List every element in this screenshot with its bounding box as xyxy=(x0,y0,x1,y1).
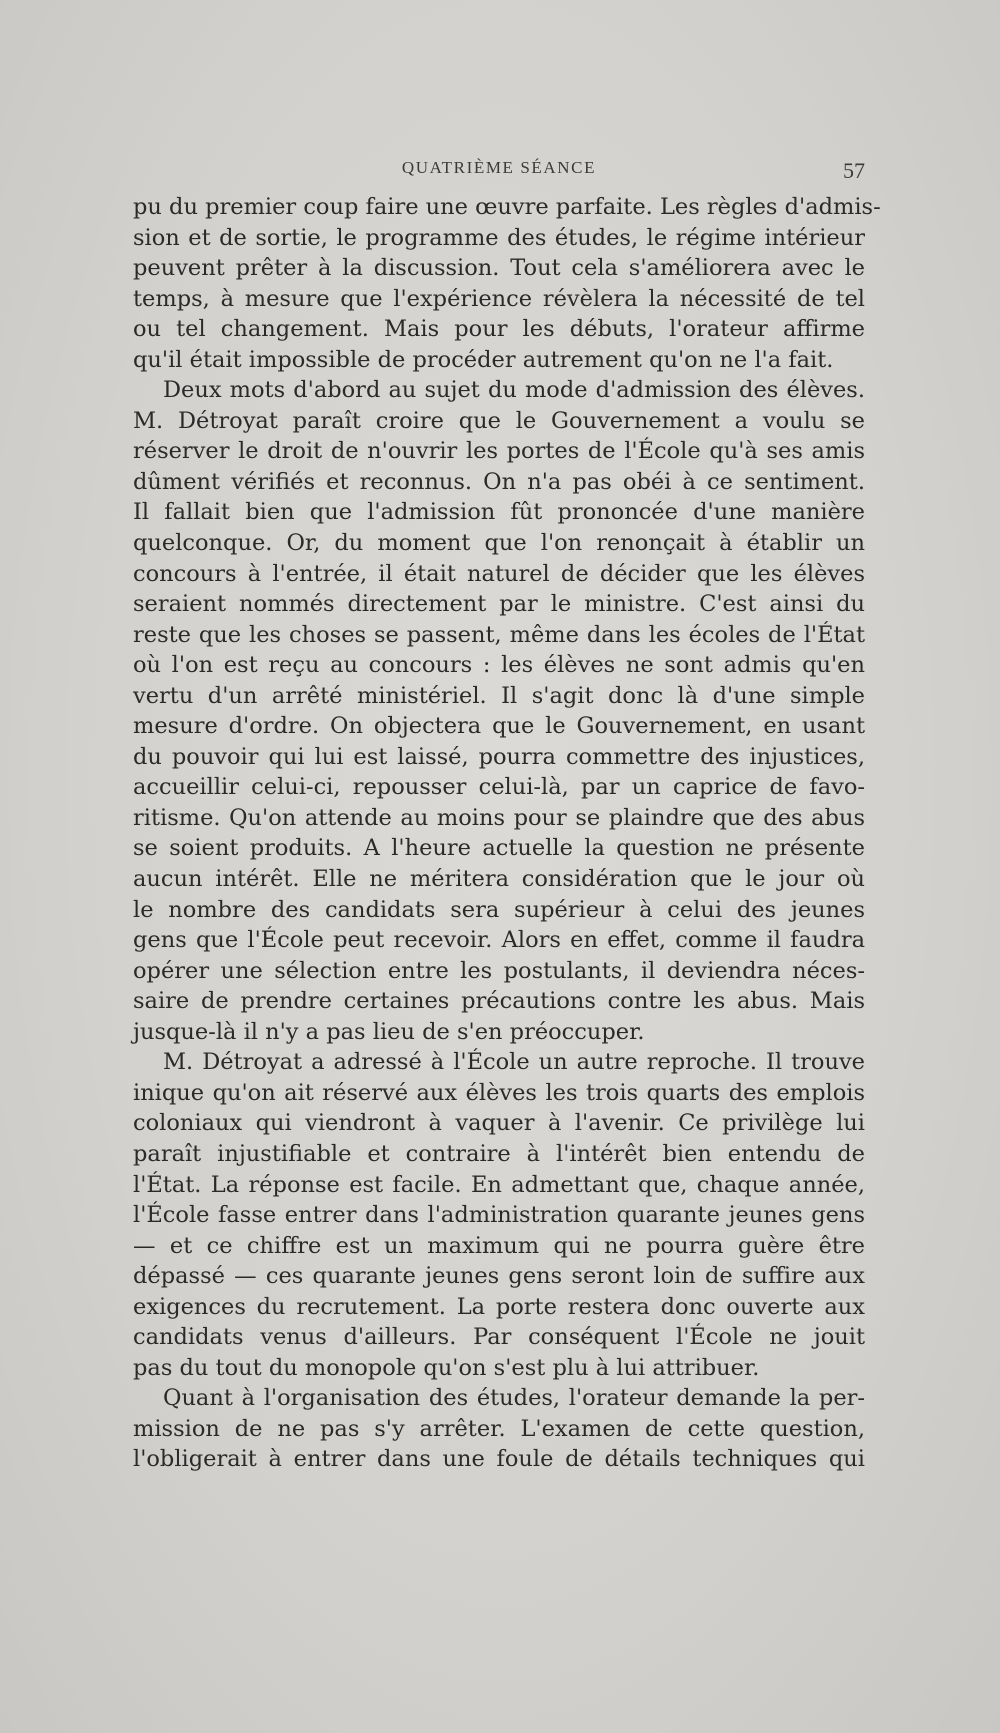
text-line: qu'il était impossible de procéder autrement qu'on ne l'a fait. xyxy=(133,346,834,373)
text-line: mesure d'ordre. On objectera que le Gouvernement, en usant xyxy=(133,713,865,740)
text-line: vertu d'un arrêté ministériel. Il s'agit donc là d'une simple xyxy=(133,682,865,709)
text-line: opérer une sélection entre les postulants, il deviendra néces- xyxy=(133,957,865,984)
text-line: inique qu'on ait réservé aux élèves les trois quarts des emplois xyxy=(133,1079,865,1106)
text-line: reste que les choses se passent, même dans les écoles de l'État xyxy=(133,621,865,648)
page-header xyxy=(133,158,865,184)
text-line: M. Détroyat paraît croire que le Gouvernement a voulu se xyxy=(133,407,865,434)
text-line: paraît injustifiable et contraire à l'intérêt bien entendu de xyxy=(133,1140,865,1167)
text-line: Il fallait bien que l'admission fût prononcée d'une manière xyxy=(133,499,865,526)
text-line: dûment vérifiés et reconnus. On n'a pas obéi à ce sentiment. xyxy=(133,468,865,495)
text-line: coloniaux qui viendront à vaquer à l'avenir. Ce privilège lui xyxy=(133,1110,865,1137)
text-line: aucun intérêt. Elle ne méritera considération que le jour où xyxy=(133,866,865,893)
text-line: jusque-là il n'y a pas lieu de s'en préoccuper. xyxy=(133,1018,645,1045)
text-line: l'État. La réponse est facile. En admettant que, chaque année, xyxy=(133,1171,865,1198)
text-line: temps, à mesure que l'expérience révèlera la nécessité de tel xyxy=(133,285,865,312)
text-line: seraient nommés directement par le ministre. C'est ainsi du xyxy=(133,591,865,618)
text-line: concours à l'entrée, il était naturel de décider que les élèves xyxy=(133,560,865,587)
text-line: dépassé — ces quarante jeunes gens seront loin de suffire aux xyxy=(133,1263,865,1290)
text-line: quelconque. Or, du moment que l'on renonçait à établir un xyxy=(133,530,865,557)
text-line: peuvent prêter à la discussion. Tout cela s'améliorera avec le xyxy=(133,255,865,282)
text-line: gens que l'École peut recevoir. Alors en effet, comme il faudra xyxy=(133,927,865,954)
text-line: — et ce chiffre est un maximum qui ne pourra guère être xyxy=(133,1232,865,1259)
text-line: Deux mots d'abord au sujet du mode d'admission des élèves. xyxy=(163,377,865,404)
text-line: mission de ne pas s'y arrêter. L'examen de cette question, xyxy=(133,1415,865,1442)
page-number: 57 xyxy=(843,158,865,183)
text-line: saire de prendre certaines précautions contre les abus. Mais xyxy=(133,988,865,1015)
running-head: QUATRIÈME SÉANCE xyxy=(401,158,597,177)
text-line: accueillir celui-ci, repousser celui-là, par un caprice de favo- xyxy=(133,774,865,801)
text-line: pas du tout du monopole qu'on s'est plu à lui attribuer. xyxy=(133,1354,760,1381)
text-line: se soient produits. A l'heure actuelle la question ne présente xyxy=(133,835,865,862)
text-line: du pouvoir qui lui est laissé, pourra commettre des injustices, xyxy=(133,743,865,770)
text-line: l'obligerait à entrer dans une foule de détails techniques qui xyxy=(133,1446,865,1473)
text-line: le nombre des candidats sera supérieur à celui des jeunes xyxy=(133,896,865,923)
text-line: exigences du recrutement. La porte restera donc ouverte aux xyxy=(133,1293,865,1320)
text-line: M. Détroyat a adressé à l'École un autre reproche. Il trouve xyxy=(163,1049,865,1076)
body-text xyxy=(133,192,881,1475)
text-line: candidats venus d'ailleurs. Par conséquent l'École ne jouit xyxy=(133,1324,865,1351)
text-line: pu du premier coup faire une œuvre parfaite. Les règles d'admis- xyxy=(133,194,881,220)
text-line: ritisme. Qu'on attende au moins pour se plaindre que des abus xyxy=(133,804,865,831)
text-line: l'École fasse entrer dans l'administration quarante jeunes gens xyxy=(133,1202,865,1229)
text-line: réserver le droit de n'ouvrir les portes de l'École qu'à ses amis xyxy=(133,438,865,465)
text-line: sion et de sortie, le programme des études, le régime intérieur xyxy=(133,224,865,251)
text-line: ou tel changement. Mais pour les débuts, l'orateur affirme xyxy=(133,316,865,343)
text-line: où l'on est reçu au concours : les élèves ne sont admis qu'en xyxy=(133,652,865,679)
text-line: Quant à l'organisation des études, l'orateur demande la per- xyxy=(163,1385,865,1412)
